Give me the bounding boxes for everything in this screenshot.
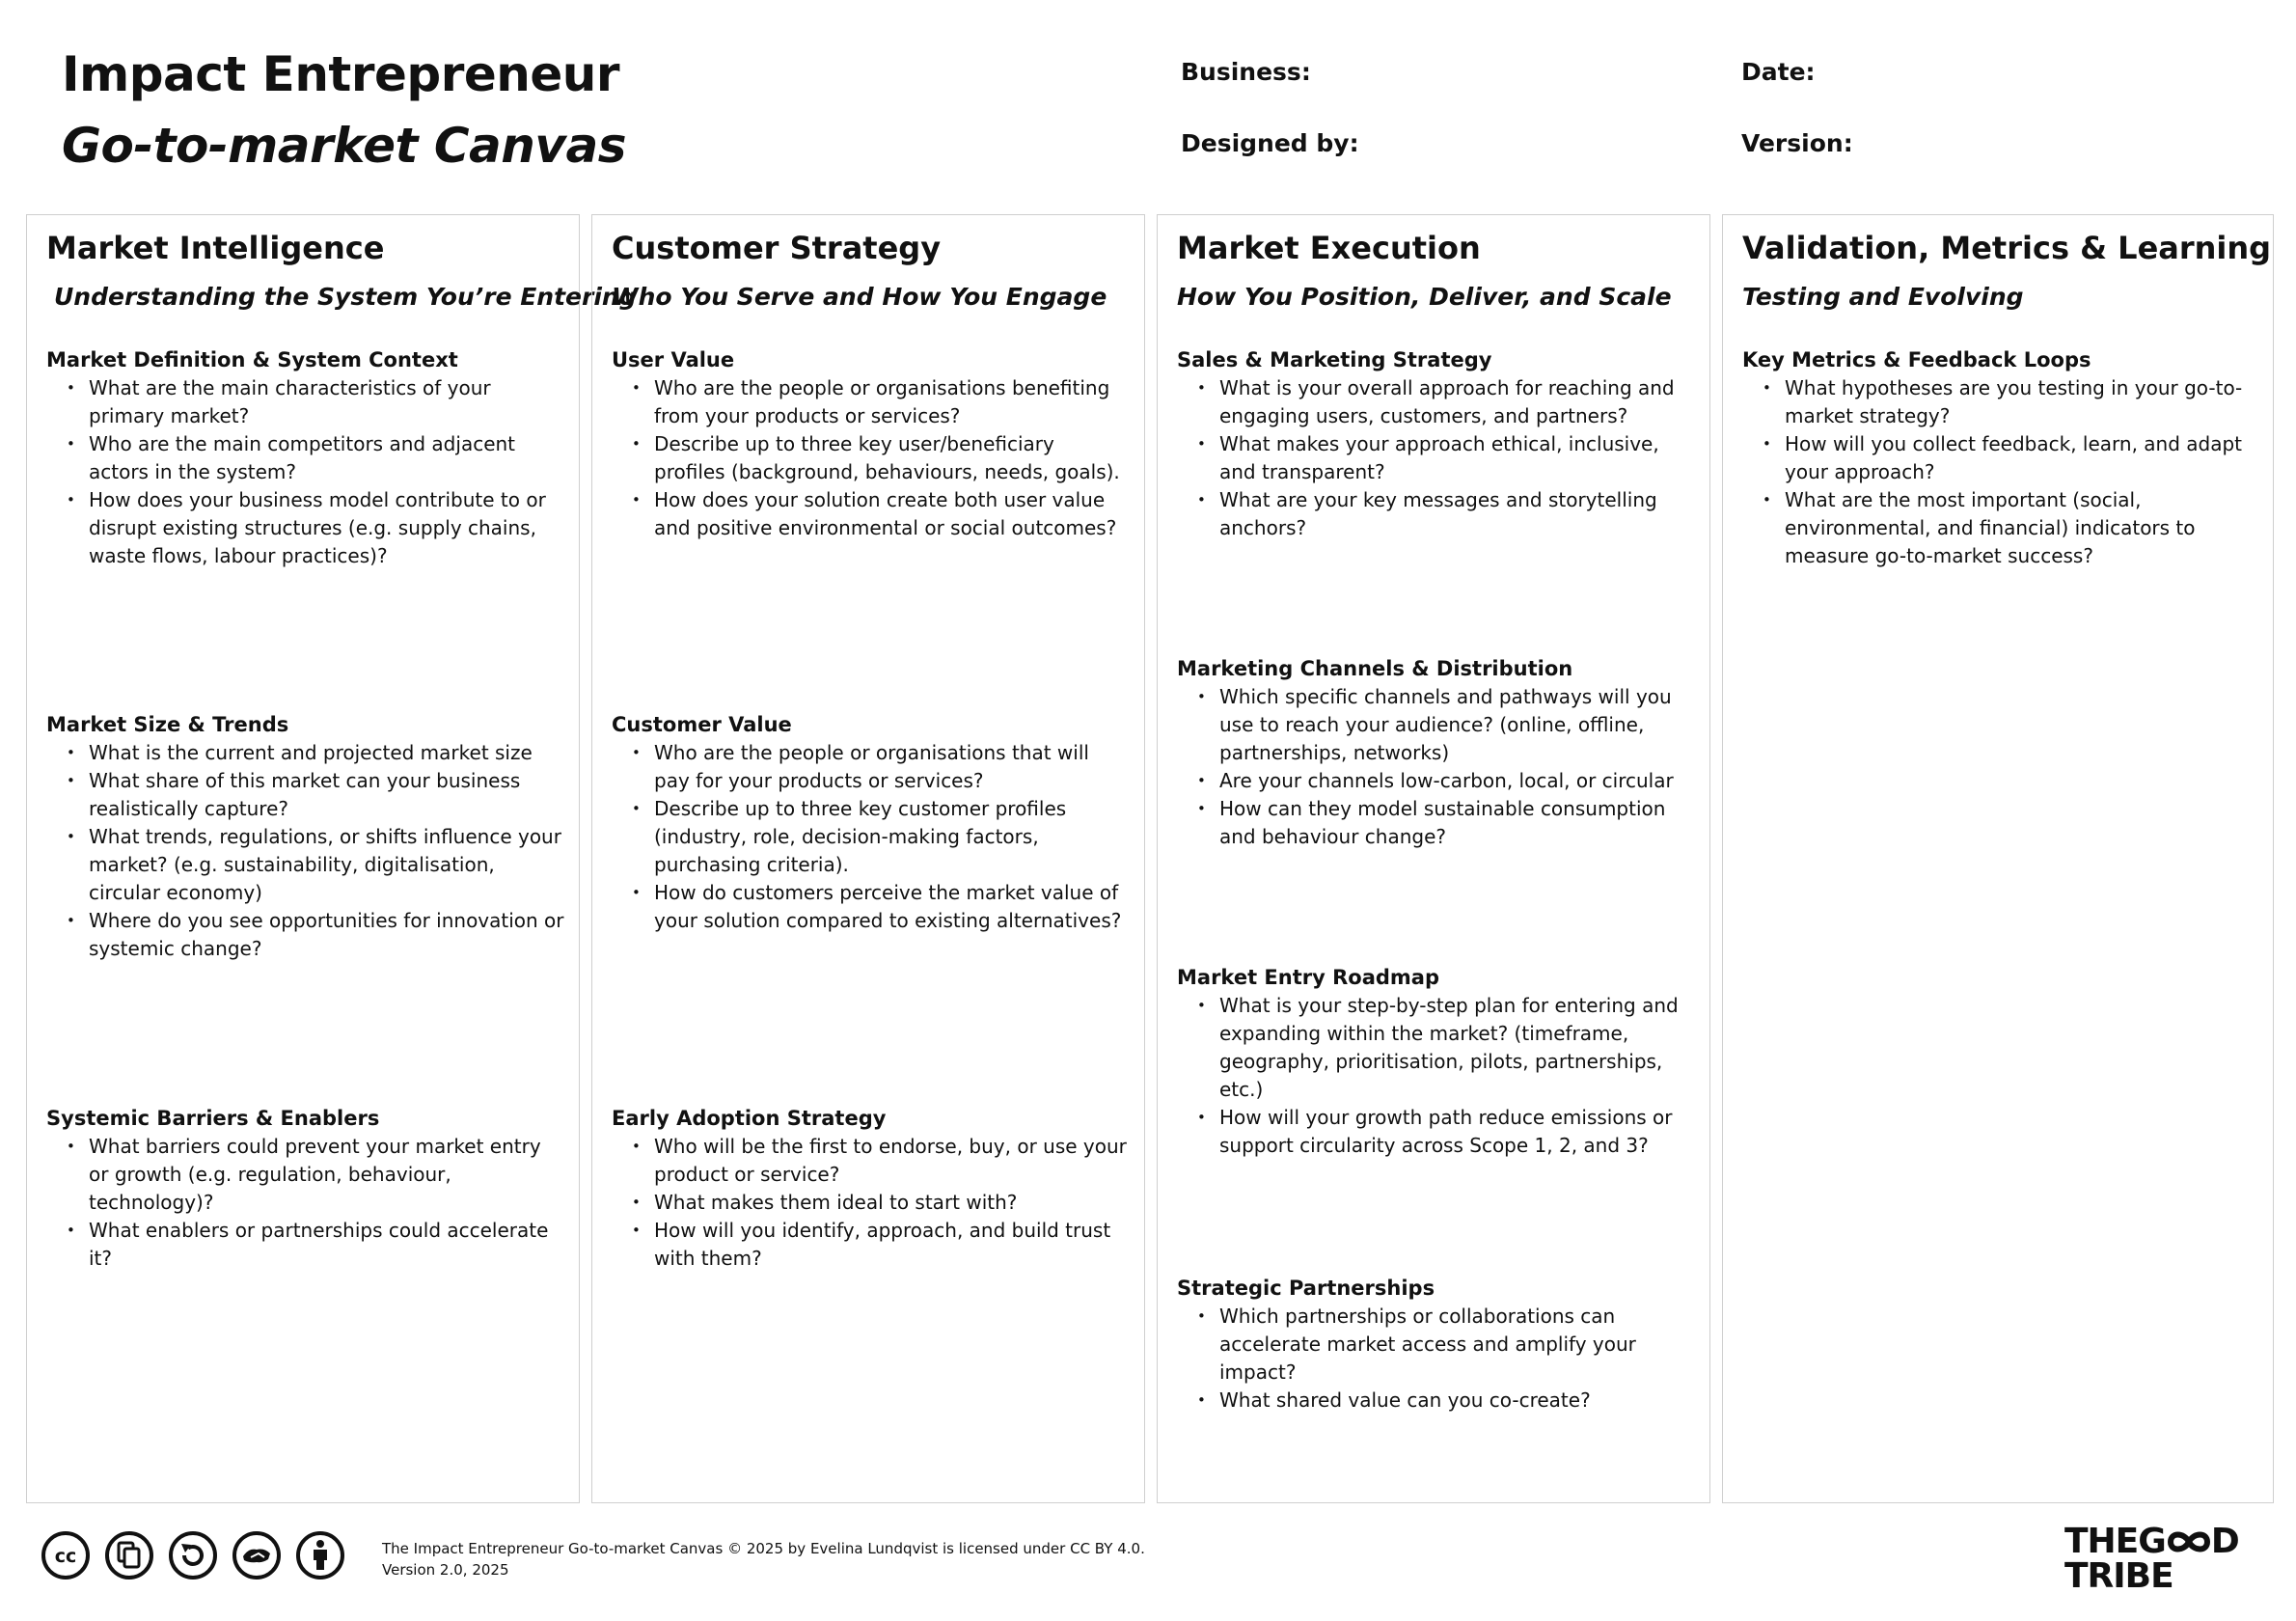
bullet-item: • Describe up to three key customer profiles (industry, role, decision-making factors, purchasing criteria).: [612, 795, 1131, 879]
bullet-item: • How will your growth path reduce emissions or support circularity across Scope 1, 2, and 3?: [1177, 1104, 1696, 1160]
bullet-item: • Who are the main competitors and adjacent actors in the system?: [46, 430, 565, 486]
column-customer-strategy: [591, 214, 1145, 1503]
section-systemic-barriers: [46, 1105, 565, 1273]
bullet-item: • How does your solution create both user value and positive environmental or social outcomes?: [612, 486, 1131, 542]
column-market-execution: [1157, 214, 1710, 1503]
infinity-icon: [2167, 1528, 2211, 1555]
designed-by-label: Designed by:: [1181, 129, 1359, 157]
brand-logo-line2: TRIBE: [2064, 1556, 2173, 1596]
bullet-item: • What share of this market can your business realistically capture?: [46, 767, 565, 823]
business-label: Business:: [1181, 58, 1311, 86]
bullet-item: • Who are the people or organisations benefiting from your products or services?: [612, 374, 1131, 430]
bullet-item: • Where do you see opportunities for innovation or systemic change?: [46, 907, 565, 963]
version-label: Version:: [1741, 129, 1853, 157]
bullet-item: • What barriers could prevent your market entry or growth (e.g. regulation, behaviour, technology)?: [46, 1133, 565, 1217]
brand-logo: [2064, 1522, 2239, 1596]
section-heading: Market Entry Roadmap: [1177, 966, 1439, 989]
section-heading: User Value: [612, 348, 735, 371]
section-strategic-partnerships: [1177, 1275, 1696, 1415]
bullet-item: • Which specific channels and pathways will you use to reach your audience? (online, offline, partnerships, networks): [1177, 683, 1696, 767]
bullet-item: • What is your step-by-step plan for entering and expanding within the market? (timeframe, geography, prioritisation, pilots, partnerships, etc.): [1177, 992, 1696, 1104]
bullet-list: [1177, 374, 1696, 542]
page-title: Impact Entrepreneur: [62, 46, 620, 102]
license-text: [382, 1538, 1145, 1580]
bullet-item: • What shared value can you co-create?: [1177, 1387, 1696, 1415]
column-subtitle: Understanding the System You’re Entering: [54, 283, 637, 311]
bullet-item: • What makes your approach ethical, inclusive, and transparent?: [1177, 430, 1696, 486]
section-marketing-channels: [1177, 655, 1696, 851]
copy-icon: [104, 1530, 154, 1580]
canvas-title-block: [62, 39, 626, 181]
bullet-item: • How will you collect feedback, learn, and adapt your approach?: [1742, 430, 2259, 486]
section-early-adoption: [612, 1105, 1131, 1273]
page-subtitle: Go-to-market Canvas: [62, 118, 626, 174]
brand-logo-line1: [2064, 1522, 2239, 1561]
section-heading: Sales & Marketing Strategy: [1177, 348, 1492, 371]
bullet-item: • Describe up to three key user/beneficiary profiles (background, behaviours, needs, goals).: [612, 430, 1131, 486]
bullet-item: • What makes them ideal to start with?: [612, 1189, 1131, 1217]
bullet-list: [1177, 992, 1696, 1160]
date-label: Date:: [1741, 58, 1816, 86]
bullet-list: [1742, 374, 2259, 570]
license-icons: [41, 1530, 345, 1580]
column-market-intelligence: [26, 214, 637, 1503]
section-heading: Strategic Partnerships: [1177, 1277, 1435, 1300]
column-title: Validation, Metrics & Learning: [1742, 230, 2272, 266]
column-validation-metrics: [1722, 214, 2274, 1503]
handshake-icon: [232, 1530, 282, 1580]
bullet-item: • What hypotheses are you testing in your go-to-market strategy?: [1742, 374, 2259, 430]
column-subtitle: How You Position, Deliver, and Scale: [1177, 283, 1672, 311]
section-customer-value: [612, 711, 1131, 935]
svg-text:cc: cc: [54, 1546, 77, 1567]
bullet-list: [46, 739, 565, 963]
section-user-value: [612, 346, 1131, 542]
bullet-item: • What are the main characteristics of your primary market?: [46, 374, 565, 430]
section-sales-marketing: [1177, 346, 1696, 542]
bullet-item: • Who will be the first to endorse, buy, or use your product or service?: [612, 1133, 1131, 1189]
section-heading: Marketing Channels & Distribution: [1177, 657, 1573, 680]
bullet-item: • Are your channels low-carbon, local, or circular: [1177, 767, 1696, 795]
bullet-list: [612, 1133, 1131, 1273]
section-market-definition: [46, 346, 565, 570]
bullet-list: [46, 374, 565, 570]
bullet-item: • How can they model sustainable consumption and behaviour change?: [1177, 795, 1696, 851]
bullet-list: [46, 1133, 565, 1273]
section-heading: Systemic Barriers & Enablers: [46, 1107, 380, 1130]
column-title: Customer Strategy: [612, 230, 942, 266]
brand-word: D: [2210, 1522, 2239, 1561]
section-key-metrics: [1742, 346, 2259, 570]
bullet-item: • Which partnerships or collaborations can accelerate market access and amplify your impact?: [1177, 1303, 1696, 1387]
section-heading: Customer Value: [612, 713, 792, 736]
cc-icon: [41, 1530, 91, 1580]
bullet-item: • What are your key messages and storytelling anchors?: [1177, 486, 1696, 542]
brand-word: THEG: [2064, 1522, 2166, 1561]
bullet-item: • What enablers or partnerships could accelerate it?: [46, 1217, 565, 1273]
column-subtitle: Who You Serve and How You Engage: [612, 283, 1107, 311]
refresh-icon: [168, 1530, 218, 1580]
section-heading: Market Definition & System Context: [46, 348, 458, 371]
section-heading: Early Adoption Strategy: [612, 1107, 887, 1130]
version-line: Version 2.0, 2025: [382, 1561, 509, 1579]
person-icon: [295, 1530, 345, 1580]
section-market-size: [46, 711, 565, 963]
license-line: The Impact Entrepreneur Go-to-market Canvas © 2025 by Evelina Lundqvist is licensed under CC BY 4.0.: [382, 1540, 1145, 1557]
section-market-entry-roadmap: [1177, 964, 1696, 1160]
bullet-item: • What is the current and projected market size: [46, 739, 565, 767]
bullet-item: • How does your business model contribute to or disrupt existing structures (e.g. supply chains, waste flows, labour practices)?: [46, 486, 565, 570]
bullet-list: [1177, 1303, 1696, 1415]
column-title: Market Intelligence: [46, 230, 385, 266]
bullet-item: • What is your overall approach for reaching and engaging users, customers, and partners?: [1177, 374, 1696, 430]
bullet-item: • How will you identify, approach, and build trust with them?: [612, 1217, 1131, 1273]
column-title: Market Execution: [1177, 230, 1481, 266]
bullet-list: [1177, 683, 1696, 851]
bullet-item: • What are the most important (social, environmental, and financial) indicators to measure go-to-market success?: [1742, 486, 2259, 570]
bullet-list: [612, 739, 1131, 935]
section-heading: Key Metrics & Feedback Loops: [1742, 348, 2091, 371]
bullet-item: • What trends, regulations, or shifts influence your market? (e.g. sustainability, digitalisation, circular economy): [46, 823, 565, 907]
bullet-item: • Who are the people or organisations that will pay for your products or services?: [612, 739, 1131, 795]
column-subtitle: Testing and Evolving: [1742, 283, 2024, 311]
bullet-list: [612, 374, 1131, 542]
section-heading: Market Size & Trends: [46, 713, 289, 736]
bullet-item: • How do customers perceive the market value of your solution compared to existing alternatives?: [612, 879, 1131, 935]
